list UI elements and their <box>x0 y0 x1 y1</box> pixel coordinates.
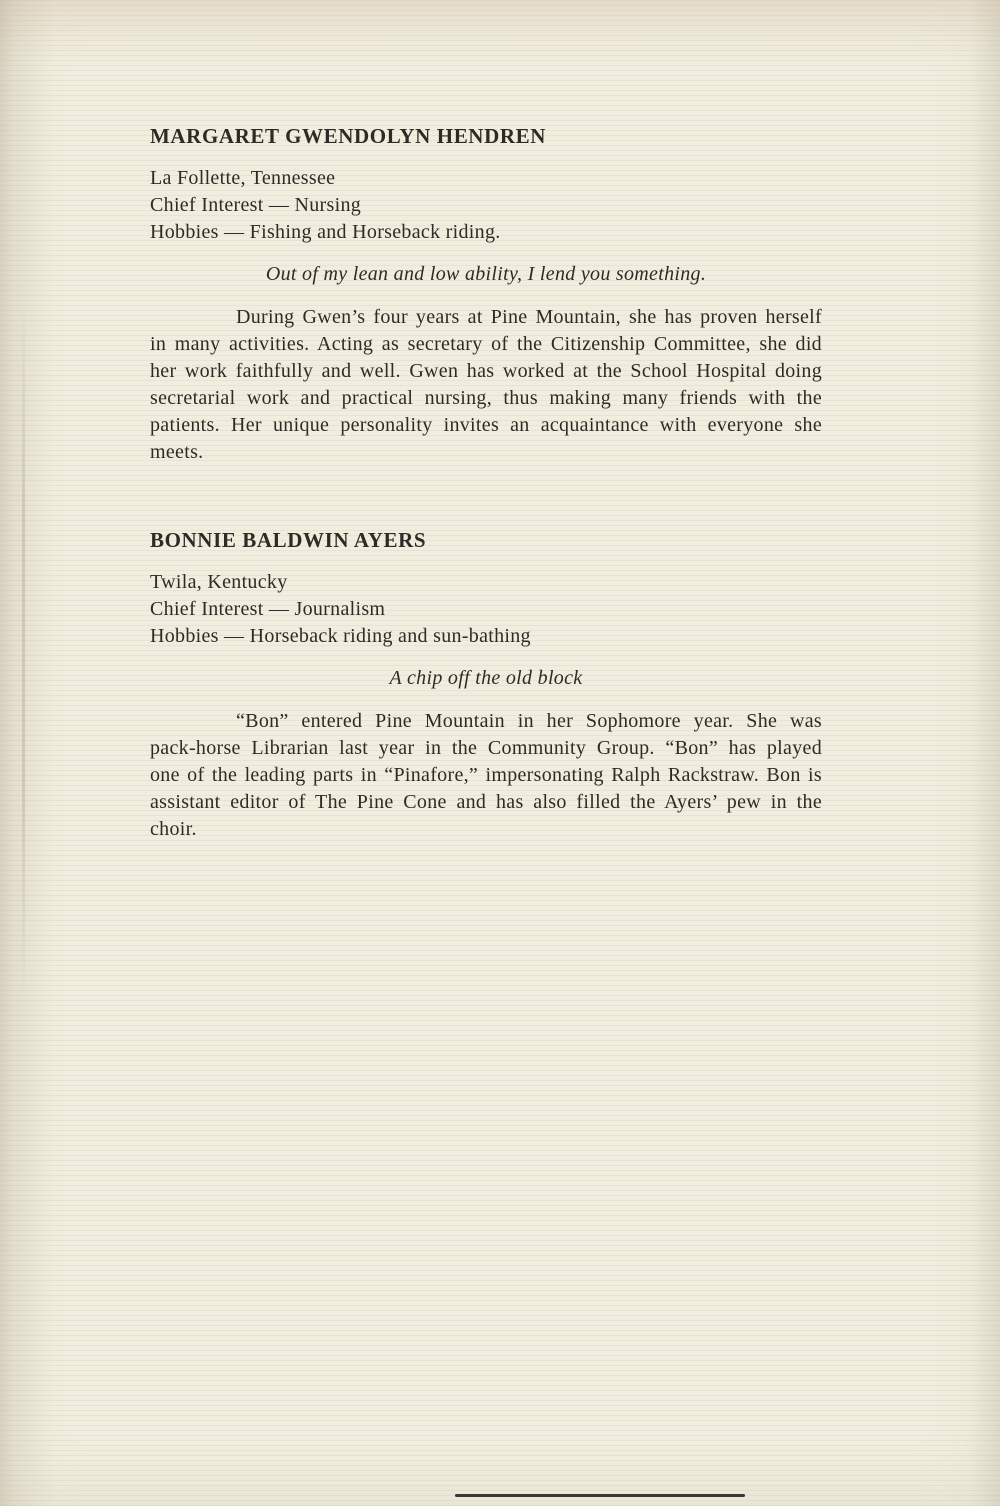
student-location: La Follette, Tennessee <box>150 167 336 189</box>
scan-edge-artifact <box>455 1494 745 1497</box>
student-bio-paragraph: During Gwen’s four years at Pine Mountain, she has proven herself in many activities. Acting as secretary of the Citizenship Committee, she did her work faithfully and well. Gwen has worked at the School Hospital doing secretarial work and practical nursing, thus making many friends with the patients. Her unique personality invites an acquaintance with everyone she meets. <box>150 306 822 463</box>
student-entry <box>150 124 822 466</box>
page-content <box>150 124 822 843</box>
student-motto: A chip off the old block <box>389 667 583 689</box>
student-entry <box>150 528 822 843</box>
student-chief-interest: Chief Interest — Nursing <box>150 194 362 216</box>
student-motto: Out of my lean and low ability, I lend you something. <box>265 263 707 285</box>
binding-shadow-artifact <box>22 300 25 1000</box>
student-chief-interest: Chief Interest — Journalism <box>150 598 386 620</box>
student-name-heading: BONNIE BALDWIN AYERS <box>150 528 427 552</box>
student-location: Twila, Kentucky <box>150 571 288 593</box>
student-name-heading: MARGARET GWENDOLYN HENDREN <box>150 124 546 148</box>
student-hobbies: Hobbies — Horseback riding and sun-bathing <box>150 625 531 647</box>
student-hobbies: Hobbies — Fishing and Horseback riding. <box>150 221 501 243</box>
student-bio-paragraph: “Bon” entered Pine Mountain in her Sophomore year. She was pack-horse Librarian last year in the Community Group. “Bon” has played one of the leading parts in “Pinafore,” impersonating Ralph Rackstraw. Bon is assistant editor of The Pine Cone and has also filled the Ayers’ pew in the choir. <box>150 710 822 840</box>
